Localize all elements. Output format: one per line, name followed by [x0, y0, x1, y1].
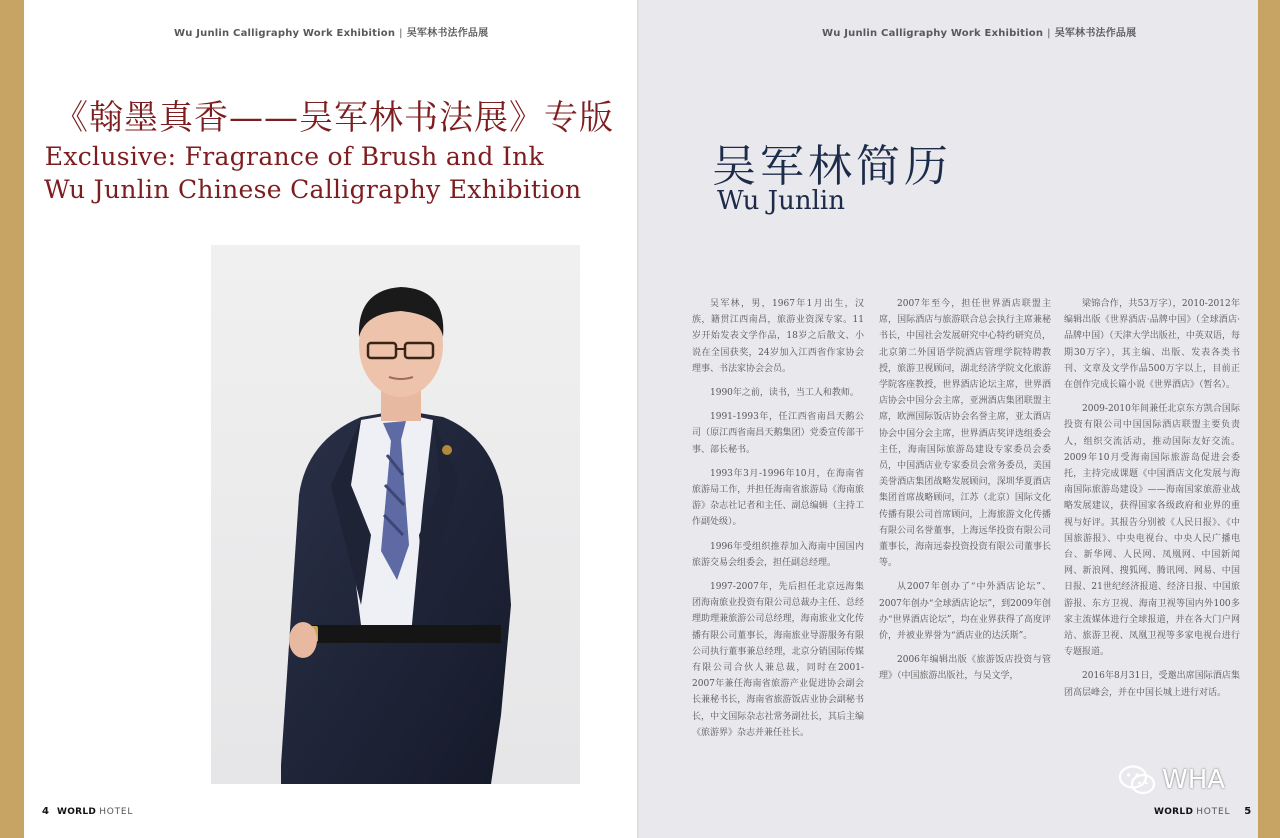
bio-paragraph: 1993年3月-1996年10月，在海南省旅游局工作，并担任海南省旅游局《海南旅游》杂志社记者和主任、副总编辑（主持工作副处级）。	[692, 468, 864, 528]
bio-paragraph: 2007年至今，担任世界酒店联盟主席，国际酒店与旅游联合总会执行主席兼秘书长，中国社会发展研究中心特约研究员，北京第二外国语学院酒店管理学院特聘教授，旅游卫视顾问，湖北经济学院文化旅游学院客座教授，世界酒店论坛主席，世界酒店协会中国分会主席，亚洲酒店集团联盟主席，欧洲国际饭店协会名誉主席，亚太酒店协会中国分会主席，世界酒店奖评选组委会主任，海南国际旅游岛建设专家委员会委员，中国酒店业专家委员会常务委员，美国美誉酒店集团战略发展顾问，深圳华夏酒店集团首席战略顾问，江苏（北京）国际文化传播有限公司首席顾问，上海旅游文化传播有限公司名誉董事，上海远华投资有限公司董事长，海南远泰投资投资有限公司董事长等。	[879, 299, 1051, 569]
right-page	[640, 0, 1258, 838]
running-head-left	[174, 24, 488, 39]
footer-brand-hotel: HOTEL	[1196, 807, 1231, 817]
bio-column-1	[692, 296, 864, 749]
footer-left	[42, 806, 133, 817]
footer-right	[1154, 806, 1251, 817]
left-page	[24, 0, 638, 838]
exhibition-title-cn: 《翰墨真香——吴军林书法展》专版	[54, 98, 614, 138]
biography-heading-cn: 吴军林简历	[712, 141, 952, 192]
bio-column-2	[879, 296, 1051, 693]
gold-edge-right	[1258, 0, 1280, 838]
exhibition-title-en-line2: Wu Junlin Chinese Calligraphy Exhibition	[44, 175, 582, 204]
watermark	[1118, 764, 1225, 796]
bio-paragraph: 1996年受组织推荐加入海南中国国内旅游交易会组委会，担任副总经理。	[692, 541, 864, 568]
biography-heading-en: Wu Junlin	[717, 186, 845, 216]
running-head-en: Wu Junlin Calligraphy Work Exhibition	[174, 28, 396, 39]
bio-paragraph: 吴军林，男，1967年1月出生，汉族，籍贯江西南昌，旅游业资深专家。11岁开始发表文学作品，18岁之后散文、小说在全国获奖，24岁加入江西省作家协会理事、书法家协会会员。	[692, 299, 864, 374]
running-head-separator: |	[399, 28, 403, 39]
bio-column-3	[1064, 296, 1240, 709]
bio-paragraph: 1997-2007年，先后担任北京远海集团海南旅业投资有限公司总裁办主任、总经理助理兼旅游公司总经理，海南旅业文化传播有限公司董事长，海南旅业导游服务有限公司执行董事兼总经理，北京分销国际传媒有限公司合伙人兼总裁，同时在2001-2007年兼任海南省旅游产业促进协会副会长兼秘书长，海南省旅游饭店业协会副秘书长，中文国际杂志社常务副社长，其后主编《旅游界》杂志并兼任社长。	[692, 582, 864, 738]
bio-paragraph: 1991-1993年，任江西省南昌天鹅公司（原江西省南昌天鹅集团）党委宣传部干事、部长秘书。	[692, 412, 864, 455]
bio-paragraph: 1990年之前，读书，当工人和教师。	[710, 388, 859, 399]
footer-brand-world: WORLD	[56, 807, 97, 817]
bio-paragraph: 从2007年创办了“中外酒店论坛”、2007年创办“全球酒店论坛”，到2009年创办“世界酒店论坛”，均在业界获得了高度评价，并被业界誉为“酒店业的达沃斯”。	[879, 582, 1052, 642]
running-head-right	[822, 24, 1136, 39]
footer-brand-hotel: HOTEL	[99, 807, 134, 817]
wechat-icon	[1118, 764, 1156, 796]
running-head-separator: |	[1047, 28, 1051, 39]
running-head-en: Wu Junlin Calligraphy Work Exhibition	[822, 28, 1044, 39]
running-head-cn: 吴军林书法作品展	[1054, 28, 1137, 39]
bio-paragraph: 2009-2010年间兼任北京东方凯合国际投资有限公司中国国际酒店联盟主要负责人，组织交流活动，推动国际友好交流。2009年10月受海南国际旅游岛促进会委托，主持完成课题《中国酒店文化发展与海南国际旅游岛建设》——海南国家旅游业战略发展建议，获得国家各级政府和业界的重视与好评。其报告分别被《人民日报》、《中国旅游报》、中央电视台、中央人民广播电台、新华网、人民网、凤凰网、中国新闻网、新浪网、搜狐网、腾讯网、网易、中国日报、21世纪经济报道、经济日报、中国旅游报、东方卫视、海南卫视等国内外100多家主流媒体进行全球报道，并在各大门户网站、旅游卫视、凤凰卫视等多家电视台进行专题报道。	[1064, 404, 1240, 658]
gold-edge-left	[0, 0, 24, 838]
page-number-left: 4	[42, 806, 49, 817]
portrait-photo	[211, 245, 580, 784]
bio-paragraph: 梁锦合作，共53万字），2010-2012年编辑出版《世界酒店·品牌中国》（全球酒店·品牌中国）（天津大学出版社，中英双语，每期30万字），其主编、出版、发表各类书刊、文章及文学作品500万字以上，目前正在创作完成长篇小说《世界酒店》（暂名）。	[1064, 299, 1240, 391]
bio-paragraph: 2016年8月31日，受邀出席国际酒店集团高层峰会，并在中国长城上进行对话。	[1064, 671, 1240, 698]
exhibition-title-en-line1: Exclusive: Fragrance of Brush and Ink	[44, 142, 544, 171]
bio-paragraph: 2006年编辑出版《旅游饭店投资与管理》（中国旅游出版社，与吴文学，	[879, 655, 1051, 682]
running-head-cn: 吴军林书法作品展	[406, 28, 489, 39]
portrait-illustration	[211, 245, 580, 784]
page-number-right: 5	[1244, 806, 1252, 817]
footer-brand-world: WORLD	[1154, 807, 1194, 817]
watermark-text: WHA	[1162, 765, 1226, 795]
